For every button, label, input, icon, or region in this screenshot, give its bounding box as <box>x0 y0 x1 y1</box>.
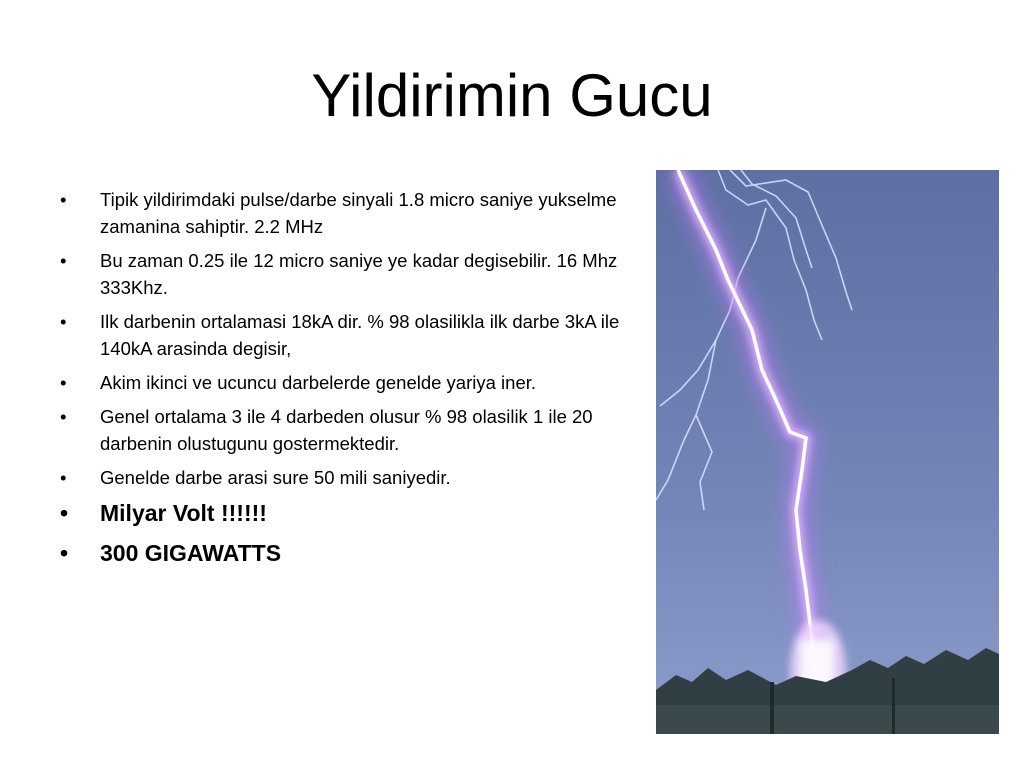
bullet-text: Bu zaman 0.25 ile 12 micro saniye ye kadar degisebilir. 16 Mhz 333Khz. <box>100 250 618 298</box>
bullet-item <box>60 308 620 362</box>
bullet-dot: • <box>60 500 69 526</box>
lightning-photo <box>656 170 999 734</box>
bullet-list <box>60 186 620 578</box>
bullet-dot: • <box>60 540 69 566</box>
bullet-item <box>60 369 620 396</box>
highlight-item-gigawatts <box>60 538 620 568</box>
bullet-item <box>60 403 620 457</box>
bullet-dot: • <box>60 406 67 427</box>
bullet-dot: • <box>60 311 67 332</box>
bullet-text: Tipik yildirimdaki pulse/darbe sinyali 1.8 micro saniye yukselme zamanina sahiptir. 2.2 MHz <box>100 189 617 237</box>
bullet-dot: • <box>60 467 67 488</box>
bullet-item <box>60 247 620 301</box>
pole <box>892 678 895 734</box>
bullet-item <box>60 186 620 240</box>
highlight-text: 300 GIGAWATTS <box>100 540 282 566</box>
highlight-item-volt <box>60 498 620 528</box>
bullet-dot: • <box>60 250 67 271</box>
bullet-text: Genelde darbe arasi sure 50 mili saniyedir. <box>100 467 451 488</box>
bullet-dot: • <box>60 189 67 210</box>
ground <box>656 705 999 734</box>
bullet-text: Ilk darbenin ortalamasi 18kA dir. % 98 olasilikla ilk darbe 3kA ile 140kA arasinda degisir, <box>100 311 620 359</box>
bullet-text: Akim ikinci ve ucuncu darbelerde genelde yariya iner. <box>100 372 537 393</box>
highlight-text: Milyar Volt !!!!!! <box>100 500 267 526</box>
bullet-text: Genel ortalama 3 ile 4 darbeden olusur % 98 olasilik 1 ile 20 darbenin olustugunu gostermektedir. <box>100 406 593 454</box>
pole <box>770 682 774 734</box>
slide-title: Yildirimin Gucu <box>311 62 713 129</box>
bullet-item <box>60 464 620 491</box>
bullet-dot: • <box>60 372 67 393</box>
